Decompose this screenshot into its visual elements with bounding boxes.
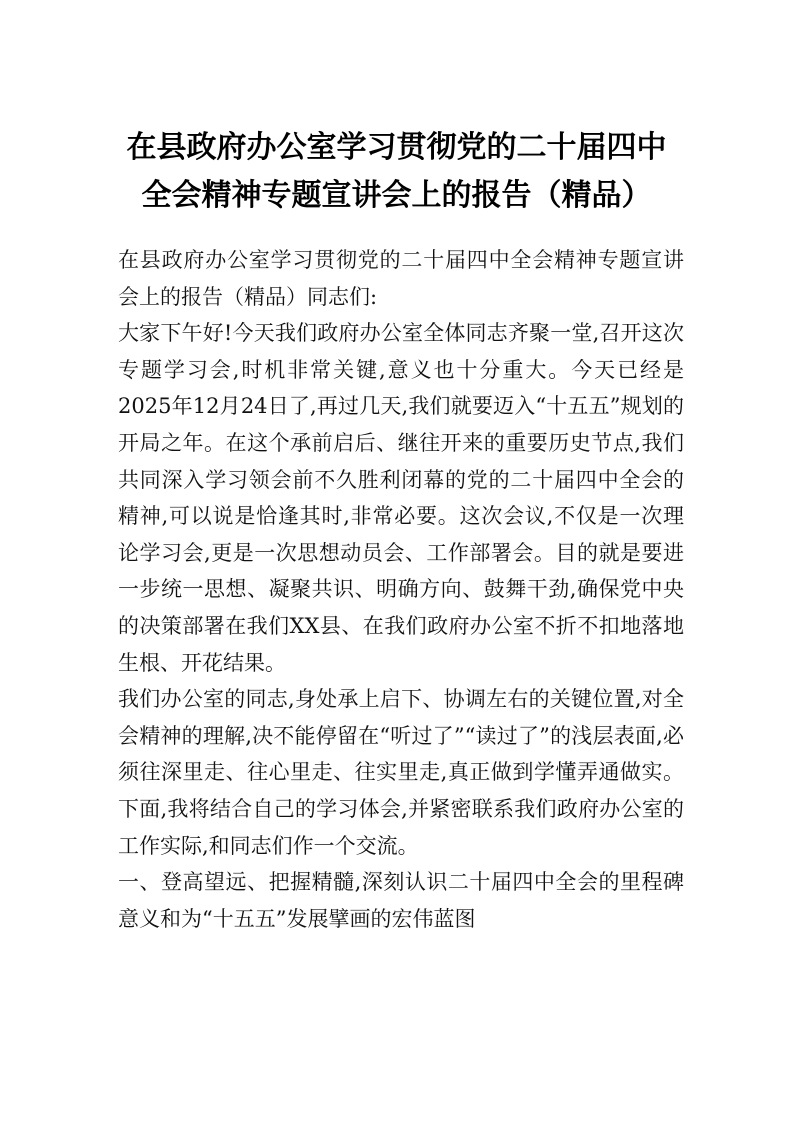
title-line-2: 全会精神专题宣讲会上的报告（精品）	[141, 178, 652, 213]
paragraph-salutation: 在县政府办公室学习贯彻党的二十届四中全会精神专题宣讲会上的报告（精品）同志们:	[118, 248, 684, 309]
document-title	[100, 124, 693, 220]
document-body	[118, 242, 684, 937]
paragraph-office-role: 我们办公室的同志,身处承上启下、协调左右的关键位置,对全会精神的理解,决不能停留在“听过了”“读过了”的浅层表面,必须往深里走、往心里走、往实里走,真正做到学懂弄通做实。下面,我将结合自己的学习体会,并紧密联系我们政府办公室的工作实际,和同志们作一个交流。	[118, 687, 684, 858]
paragraph-opening: 大家下午好!今天我们政府办公室全体同志齐聚一堂,召开这次专题学习会,时机非常关键,意义也十分重大。今天已经是2025年12月24日了,再过几天,我们就要迈入“十五五”规划的开局之年。在这个承前启后、继往开来的重要历史节点,我们共同深入学习领会前不久胜利闭幕的党的二十届四中全会的精神,可以说是恰逢其时,非常必要。这次会议,不仅是一次理论学习会,更是一次思想动员会、工作部署会。目的就是要进一步统一思想、凝聚共识、明确方向、鼓舞干劲,确保党中央的决策部署在我们XX县、在我们政府办公室不折不扣地落地生根、开花结果。	[118, 321, 684, 675]
title-line-1: 在县政府办公室学习贯彻党的二十届四中	[126, 130, 667, 165]
section-heading-1: 一、登高望远、把握精髓,深刻认识二十届四中全会的里程碑意义和为“十五五”发展擘画的宏伟蓝图	[118, 870, 684, 931]
